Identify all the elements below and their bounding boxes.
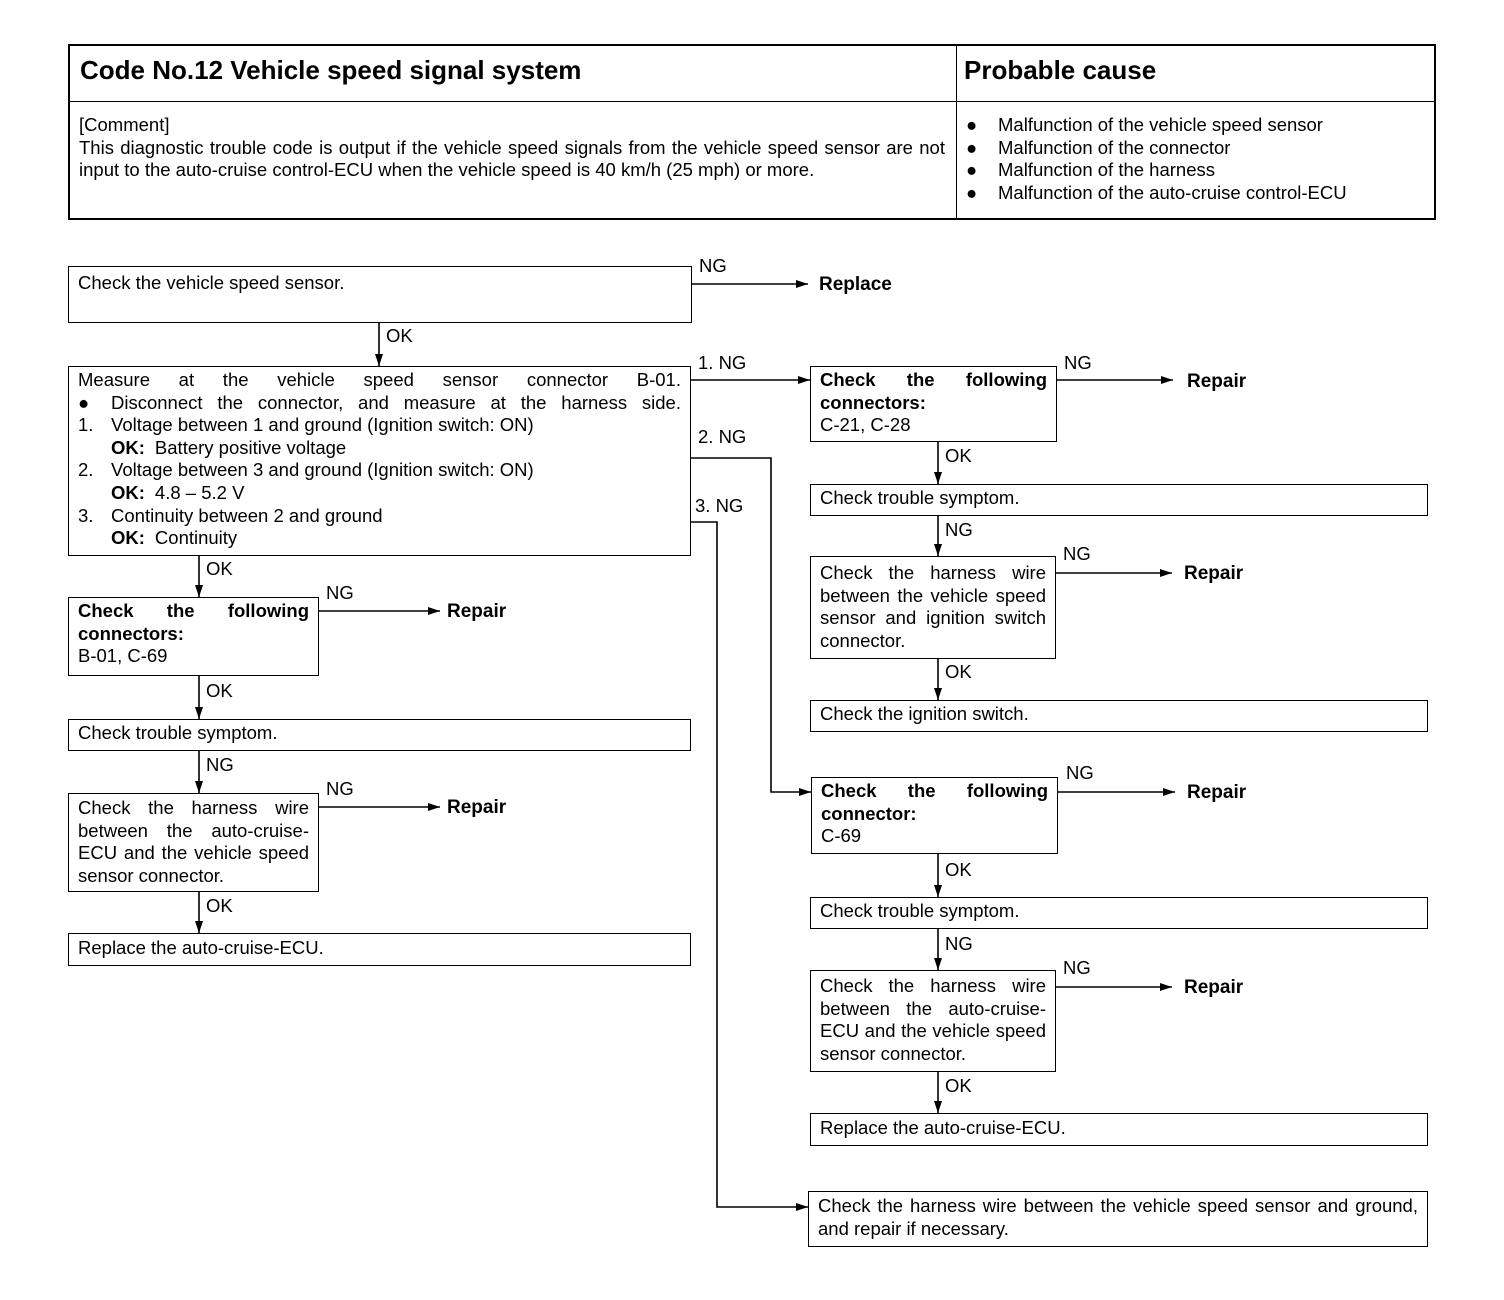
code-title: Code No.12 Vehicle speed signal system (80, 55, 582, 85)
left-replace-ecu-box: Replace the auto-cruise-ECU. (68, 933, 691, 966)
label-ng: NG (699, 255, 727, 276)
measure-item-1: 1. Voltage between 1 and ground (Ignition switch: ON) (78, 414, 534, 436)
label-ok: OK (206, 680, 233, 701)
r2-check-connector-label: Check the following connector: (821, 780, 1048, 824)
left-connectors-list: B-01, C-69 (78, 645, 168, 667)
cause-item: ● Malfunction of the connector (966, 136, 1231, 158)
label-ng: NG (1064, 352, 1092, 373)
bullet-icon: ● (966, 159, 978, 181)
result-repair: Repair (1187, 371, 1247, 392)
result-repair: Repair (1187, 782, 1247, 803)
cause-item: ● Malfunction of the vehicle speed sensor (966, 114, 1323, 135)
r3-harness-ground-box: Check the harness wire between the vehicle speed sensor and ground, and repair if necessary. (808, 1191, 1428, 1247)
bullet-icon: ● (966, 181, 978, 203)
label-ok: OK (945, 445, 972, 466)
probable-cause-title: Probable cause (964, 55, 1157, 85)
comment-label: [Comment] (79, 114, 170, 135)
r2-replace-ecu-box: Replace the auto-cruise-ECU. (810, 1113, 1428, 1146)
measure-item-3: 3. Continuity between 2 and ground (78, 504, 383, 526)
cause-item: ● Malfunction of the harness (966, 159, 1215, 181)
bullet-icon: ● (966, 114, 978, 135)
measure-ok-2: OK: 4.8 – 5.2 V (111, 481, 245, 503)
label-ng: NG (326, 778, 354, 799)
measure-connector-box (68, 366, 691, 556)
cause-item: ● Malfunction of the auto-cruise control-ECU (966, 181, 1347, 203)
label-ng: NG (1063, 957, 1091, 978)
result-repair: Repair (447, 601, 507, 622)
check-speed-sensor-box: Check the vehicle speed sensor. (68, 266, 692, 323)
measure-ok-1: OK: Battery positive voltage (111, 436, 347, 458)
label-ng: NG (945, 933, 973, 954)
left-check-trouble-box: Check trouble symptom. (68, 719, 691, 751)
bullet-icon: ● (966, 136, 978, 158)
comment-text: This diagnostic trouble code is output if the vehicle speed signals from the vehicle speed sensor are not input to the auto-cruise control-ECU when the vehicle speed is 40 km/h (25 mph) or more. (79, 136, 945, 181)
r1-ignition-box: Check the ignition switch. (810, 700, 1428, 732)
left-check-connectors-label: Check the following connectors: (78, 600, 309, 644)
r1-check-connectors-box (810, 366, 1057, 442)
r2-connector-list: C-69 (821, 825, 862, 847)
label-ok: OK (206, 895, 233, 916)
label-ng: NG (206, 754, 234, 775)
r1-check-connectors-label: Check the following connectors: (820, 369, 1047, 413)
label-ng-2: 2. NG (698, 426, 747, 447)
measure-item-2: 2. Voltage between 3 and ground (Ignition switch: ON) (78, 459, 534, 481)
measure-note: ● Disconnect the connector, and measure at the harness side. (78, 391, 681, 413)
measure-title: Measure at the vehicle speed sensor connector B-01. (78, 369, 681, 390)
label-ng-3: 3. NG (695, 495, 744, 516)
measure-ok-3: OK: Continuity (111, 527, 238, 549)
r2-harness-box: Check the harness wire between the auto-cruise-ECU and the vehicle speed sensor connector. (810, 970, 1056, 1072)
r1-connectors-list: C-21, C-28 (820, 414, 911, 436)
label-ok: OK (386, 325, 413, 346)
label-ok: OK (945, 661, 972, 682)
r2-check-trouble-box: Check trouble symptom. (810, 897, 1428, 929)
r2-check-connector-box (811, 777, 1058, 854)
left-harness-box: Check the harness wire between the auto-cruise-ECU and the vehicle speed sensor connector. (68, 793, 319, 892)
result-repair: Repair (447, 797, 507, 818)
label-ok: OK (945, 859, 972, 880)
label-ok: OK (206, 558, 233, 579)
label-ng-1: 1. NG (698, 352, 747, 373)
result-repair: Repair (1184, 977, 1244, 998)
result-repair: Repair (1184, 563, 1244, 584)
label-ng: NG (1063, 543, 1091, 564)
r1-check-trouble-box: Check trouble symptom. (810, 484, 1428, 516)
arrow-branch-3 (691, 522, 808, 1207)
bullet-icon: ● (78, 391, 90, 413)
result-replace: Replace (819, 274, 892, 295)
left-check-connectors-box (68, 597, 319, 676)
label-ng: NG (326, 582, 354, 603)
label-ng: NG (1066, 762, 1094, 783)
label-ng: NG (945, 519, 973, 540)
r1-harness-box: Check the harness wire between the vehicle speed sensor and ignition switch connector. (810, 556, 1056, 659)
label-ok: OK (945, 1075, 972, 1096)
